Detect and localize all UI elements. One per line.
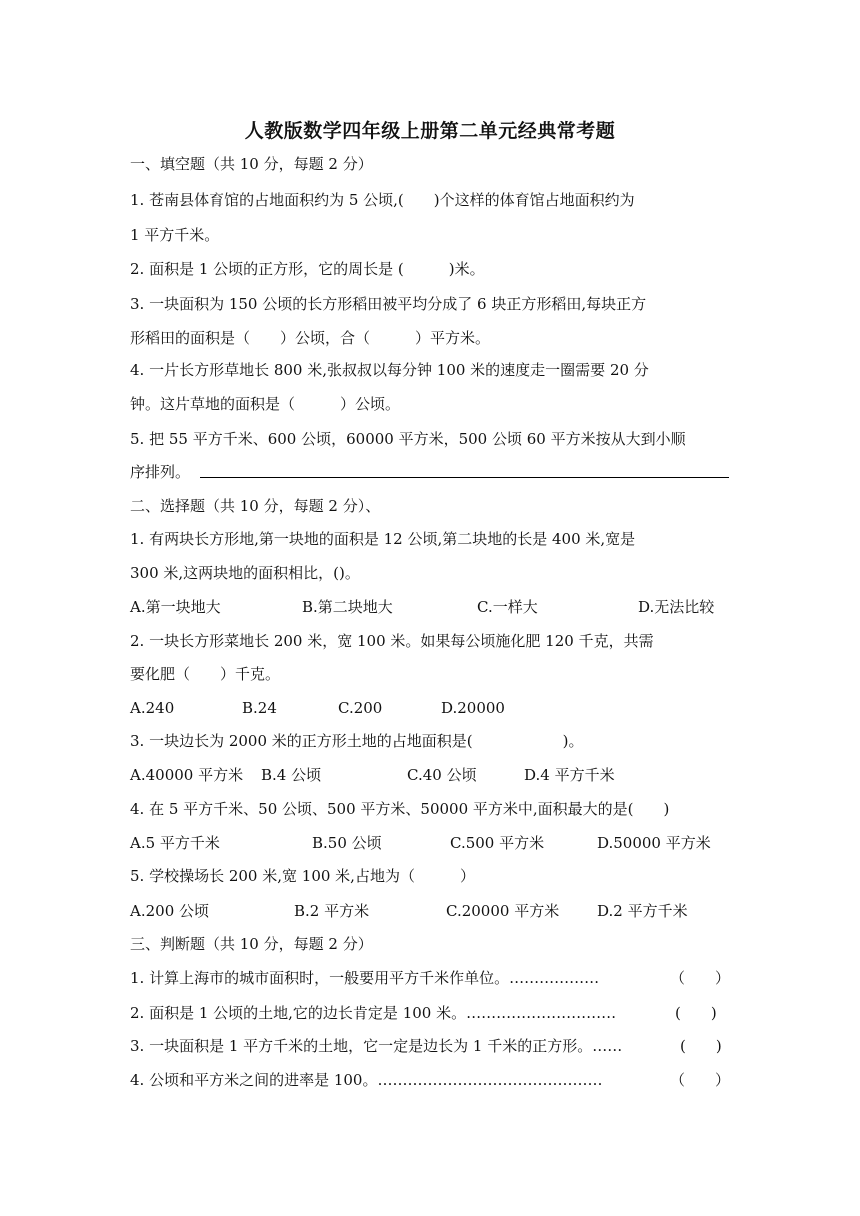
option-d: D.无法比较 bbox=[638, 598, 715, 616]
option-row bbox=[0, 765, 860, 785]
answer-blank: ( ) bbox=[680, 1037, 722, 1055]
question-text: 5. 把 55 平方千米、600 公顷，60000 平方米，500 公顷 60 平方米按从大到小顺 bbox=[130, 430, 686, 448]
option-b: B.24 bbox=[242, 699, 277, 717]
judgement-row bbox=[0, 1003, 860, 1023]
answer-underline bbox=[200, 477, 729, 478]
option-d: D.50000 平方米 bbox=[597, 834, 711, 852]
question-text: 要化肥（ ）千克。 bbox=[130, 665, 281, 683]
question-text: 5. 学校操场长 200 米,宽 100 米,占地为（ ） bbox=[130, 867, 475, 885]
answer-blank: （ ） bbox=[670, 1071, 731, 1089]
option-c: C.500 平方米 bbox=[450, 834, 545, 852]
option-b: B.50 公顷 bbox=[312, 834, 382, 852]
question-text: 1. 苍南县体育馆的占地面积约为 5 公顷,( )个这样的体育馆占地面积约为 bbox=[130, 191, 635, 209]
question-text: 形稻田的面积是（ ）公顷，合（ ）平方米。 bbox=[130, 329, 491, 347]
question-text: 3. 一块面积为 150 公顷的长方形稻田被平均分成了 6 块正方形稻田,每块正方 bbox=[130, 295, 647, 313]
question-text: 钟。这片草地的面积是（ ）公顷。 bbox=[130, 395, 401, 413]
answer-blank: ( ) bbox=[675, 1004, 717, 1022]
option-c: C.40 公顷 bbox=[407, 766, 477, 784]
question-text: 1. 有两块长方形地,第一块地的面积是 12 公顷,第二块地的长是 400 米,宽是 bbox=[130, 530, 636, 548]
option-c: C.20000 平方米 bbox=[446, 902, 560, 920]
question-text: 4. 一片长方形草地长 800 米,张叔叔以每分钟 100 米的速度走一圈需要 20 分 bbox=[130, 361, 649, 379]
question-text: 2. 一块长方形菜地长 200 米，宽 100 米。如果每公顷施化肥 120 千克，共需 bbox=[130, 632, 654, 650]
option-a: A.40000 平方米 bbox=[130, 766, 244, 784]
statement-text: 1. 计算上海市的城市面积时，一般要用平方千米作单位。……………… bbox=[130, 969, 600, 987]
option-b: B.4 公顷 bbox=[261, 766, 322, 784]
judgement-row bbox=[0, 1070, 860, 1090]
option-a: A.第一块地大 bbox=[130, 598, 221, 616]
question-text: 序排列。 bbox=[130, 463, 191, 481]
option-b: B.2 平方米 bbox=[294, 902, 370, 920]
option-c: C.一样大 bbox=[477, 598, 538, 616]
section-heading-fill-in: 一、填空题（共 10 分，每题 2 分） bbox=[130, 155, 373, 173]
option-c: C.200 bbox=[338, 699, 383, 717]
option-d: D.4 平方千米 bbox=[524, 766, 615, 784]
section-heading-choice: 二、选择题（共 10 分，每题 2 分）、 bbox=[130, 497, 381, 515]
section-heading-true-false: 三、判断题（共 10 分，每题 2 分） bbox=[130, 935, 373, 953]
option-row bbox=[0, 597, 860, 617]
statement-text: 4. 公顷和平方米之间的进率是 100。……………………………………… bbox=[130, 1071, 603, 1089]
judgement-row bbox=[0, 968, 860, 988]
option-row bbox=[0, 833, 860, 853]
option-a: A.200 公顷 bbox=[130, 902, 209, 920]
page-title: 人教版数学四年级上册第二单元经典常考题 bbox=[244, 120, 616, 142]
option-row bbox=[0, 698, 860, 718]
question-text: 300 米,这两块地的面积相比，()。 bbox=[130, 564, 360, 582]
statement-text: 2. 面积是 1 公顷的土地,它的边长肯定是 100 米。………………………… bbox=[130, 1004, 617, 1022]
option-d: D.20000 bbox=[441, 699, 505, 717]
option-d: D.2 平方千米 bbox=[597, 902, 688, 920]
option-row bbox=[0, 901, 860, 921]
option-a: A.5 平方千米 bbox=[130, 834, 220, 852]
question-text: 1 平方千米。 bbox=[130, 226, 220, 244]
statement-text: 3. 一块面积是 1 平方千米的土地，它一定是边长为 1 千米的正方形。…… bbox=[130, 1037, 623, 1055]
option-b: B.第二块地大 bbox=[302, 598, 393, 616]
question-text: 3. 一块边长为 2000 米的正方形土地的占地面积是( )。 bbox=[130, 732, 584, 750]
question-text: 2. 面积是 1 公顷的正方形，它的周长是 ( )米。 bbox=[130, 260, 485, 278]
judgement-row bbox=[0, 1036, 860, 1056]
question-text: 4. 在 5 平方千米、50 公顷、500 平方米、50000 平方米中,面积最大的是( ) bbox=[130, 800, 670, 818]
option-a: A.240 bbox=[130, 699, 175, 717]
answer-blank: （ ） bbox=[670, 969, 731, 987]
